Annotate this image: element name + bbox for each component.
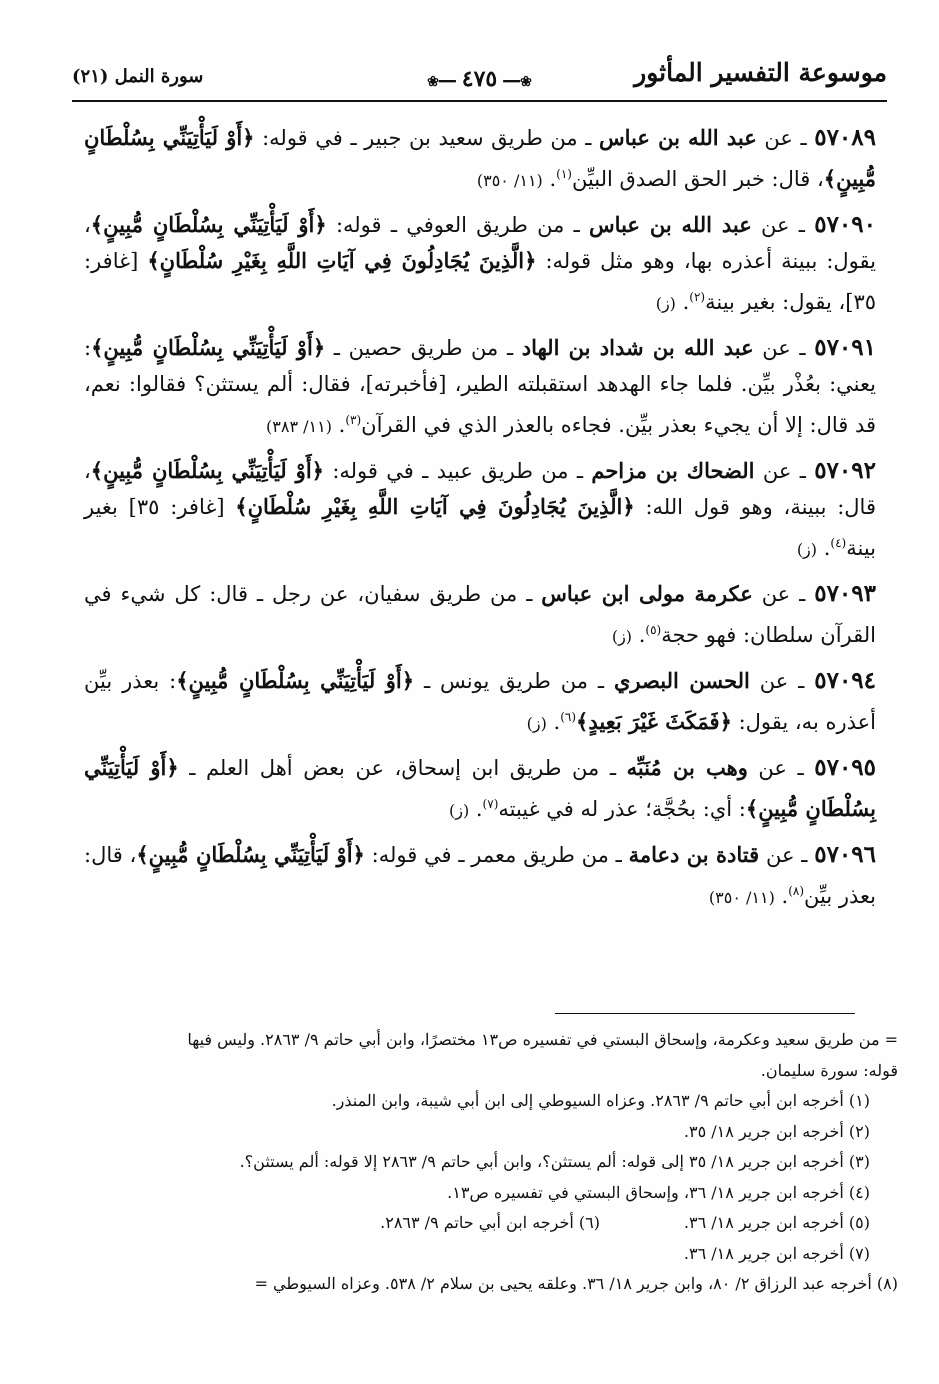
narrator-name: الحسن البصري <box>614 668 750 693</box>
footnotes <box>70 1025 898 1300</box>
ornament-right: ❀━━ <box>503 74 532 90</box>
page-number: ٤٧٥ <box>461 66 498 92</box>
quran-verse: ﴿أَوْ لَيَأْتِيَنِّي بِسُلْطَانٍ مُّبِينٍ﴾ <box>90 458 324 483</box>
athar-number: ٥٧٠٩٦ <box>814 841 876 868</box>
quran-verse: ﴿أَوْ لَيَأْتِيَنِّي بِسُلْطَانٍ مُّبِينٍ﴾ <box>91 335 326 360</box>
athar-text: : بعذر بيِّن أعذره به، يقول: <box>84 669 876 734</box>
athar-number: ٥٧٠٨٩ <box>814 124 876 151</box>
athar-tail: . <box>675 290 690 314</box>
narrator-name: عبد الله بن شداد بن الهاد <box>521 335 754 360</box>
footnote-marker[interactable]: (٧) <box>482 797 499 811</box>
narrator-name: الضحاك بن مزاحم <box>591 458 755 483</box>
footnote-1: (١) أخرجه ابن أبي حاتم ٩/ ٢٨٦٣. وعزاه السيوطي إلى ابن أبي شيبة، وابن المنذر. <box>331 1091 870 1110</box>
isnad-chain: ـ من طريق سفيان، عن رجل ـ قال: <box>200 582 542 606</box>
footnote-5: (٥) أخرجه ابن جرير ١٨/ ٣٦. <box>683 1213 870 1232</box>
athar-entry <box>84 453 876 568</box>
athar-tail: . <box>542 167 557 191</box>
footnote-continued: = من طريق سعيد وعكرمة، وإسحاق البستي في تفسيره ص١٣ مختصرًا، وابن أبي حاتم ٩/ ٢٨٦٣. وليس فيها <box>187 1030 898 1049</box>
cross-reference: (١١/ ٣٥٠) <box>476 171 543 190</box>
isnad-chain: ـ من طريق سعيد بن جبير ـ في قوله: <box>254 126 599 150</box>
surah-title: سورة النمل (٢١) <box>72 66 204 87</box>
athar-number: ٥٧٠٩٥ <box>814 754 877 781</box>
athar-text: : أي: بحُجَّة؛ عذر له في غيبته <box>498 797 746 821</box>
footnote-4: (٤) أخرجه ابن جرير ١٨/ ٣٦، وإسحاق البستي في تفسيره ص١٣. <box>447 1182 870 1202</box>
cross-reference: (ز) <box>611 627 633 646</box>
footnote-marker[interactable]: (٢) <box>689 290 706 304</box>
footnote-marker[interactable]: (٥) <box>645 623 662 637</box>
book-title: موسوعة التفسير المأثور <box>634 58 887 87</box>
quran-verse-secondary: ﴿الَّذِينَ يُجَادِلُونَ فِي آيَاتِ اللَّهِ بِغَيْرِ سُلْطَانٍ﴾ <box>147 248 537 273</box>
quran-verse: ﴿أَوْ لَيَأْتِيَنِّي بِسُلْطَانٍ مُّبِينٍ﴾ <box>84 125 876 191</box>
athar-tail: . <box>774 884 789 908</box>
footnote-marker[interactable]: (٣) <box>345 413 362 427</box>
athar-number: ٥٧٠٩٠ <box>814 211 876 238</box>
athar-prefix: ـ عن <box>756 126 815 150</box>
athar-text-secondary: [غافر: ٣٥]، يقول: بغير بينة <box>84 249 876 314</box>
cross-reference: (ز) <box>526 714 547 733</box>
footnote-continued: قوله: سورة سليمان. <box>760 1060 898 1080</box>
athar-prefix: ـ عن <box>753 336 815 360</box>
athar-tail: . <box>632 623 646 647</box>
cross-reference: (١١/ ٣٥٠) <box>708 888 775 907</box>
footnote-separator <box>555 1013 855 1014</box>
athar-prefix: ـ عن <box>754 459 815 483</box>
isnad-chain: ـ من طريق العوفي ـ قوله: <box>326 213 590 237</box>
quran-verse-secondary: ﴿الَّذِينَ يُجَادِلُونَ فِي آيَاتِ اللَّهِ بِغَيْرِ سُلْطَانٍ﴾ <box>235 494 635 519</box>
athar-prefix: ـ عن <box>752 582 815 606</box>
athar-entry <box>84 207 876 322</box>
footnote-7: (٧) أخرجه ابن جرير ١٨/ ٣٦. <box>683 1243 870 1263</box>
footnote-marker[interactable]: (٦) <box>560 710 577 724</box>
athar-tail: . <box>331 413 346 437</box>
isnad-chain: ـ من طريق حصين ـ <box>325 336 522 360</box>
athar-entry <box>84 576 876 655</box>
athar-prefix: ـ عن <box>749 669 815 693</box>
athar-text-secondary: [غافر: ٣٥] بغير بينة <box>84 495 876 560</box>
athar-prefix: ـ عن <box>747 756 815 780</box>
athar-number: ٥٧٠٩٤ <box>814 667 877 694</box>
athar-entry <box>84 750 876 829</box>
quran-verse: ﴿أَوْ لَيَأْتِيَنِّي بِسُلْطَانٍ مُّبِينٍ﴾ <box>176 668 415 693</box>
quran-verse: ﴿أَوْ لَيَأْتِيَنِّي بِسُلْطَانٍ مُّبِينٍ﴾ <box>136 842 365 867</box>
athar-entry <box>84 837 876 916</box>
footnote-marker[interactable]: (٨) <box>788 884 805 898</box>
cross-reference: (ز) <box>448 801 470 820</box>
athar-tail: . <box>469 797 483 821</box>
cross-reference: (١١/ ٣٨٣) <box>266 417 332 436</box>
athar-text: ، قال: بعذر بيِّن <box>84 843 876 908</box>
athar-entry <box>84 330 876 445</box>
ornament-left: ━━❀ <box>427 74 456 90</box>
cross-reference: (ز) <box>796 540 818 559</box>
narrator-name: قتادة بن دعامة <box>628 842 760 867</box>
athar-entry <box>84 663 876 742</box>
footnote-6: (٦) أخرجه ابن أبي حاتم ٩/ ٢٨٦٣. <box>380 1213 600 1232</box>
narrator-name: وهب بن مُنَبِّه <box>626 755 748 780</box>
footnote-3: (٣) أخرجه ابن جرير ١٨/ ٣٥ إلى قوله: ألم يستثن؟، وابن أبي حاتم ٩/ ٢٨٦٣ إلا قوله: ألم يستثن؟. <box>239 1152 870 1171</box>
narrator-name: عكرمة مولى ابن عباس <box>541 581 753 606</box>
header-rule <box>72 100 887 102</box>
athar-text: ، يقول: ببينة أعذره بها، وهو مثل قوله: <box>84 213 876 273</box>
athar-text: كل شيء في القرآن سلطان: فهو حجة <box>84 582 876 647</box>
athar-entry <box>84 120 876 199</box>
footnote-2: (٢) أخرجه ابن جرير ١٨/ ٣٥. <box>683 1121 870 1141</box>
quran-verse-secondary: ﴿فَمَكَثَ غَيْرَ بَعِيدٍ﴾ <box>576 709 732 734</box>
quran-verse: ﴿أَوْ لَيَأْتِيَنِّي بِسُلْطَانٍ مُّبِينٍ﴾ <box>84 755 876 821</box>
athar-prefix: ـ عن <box>759 843 815 867</box>
athar-text: ، قال: خبر الحق الصدق البيِّن <box>571 167 824 191</box>
isnad-chain: ـ من طريق معمر ـ في قوله: <box>364 843 629 867</box>
footnote-8: (٨) أخرجه عبد الرزاق ٢/ ٨٠، وابن جرير ١٨/ ٣٦. وعلقه يحيى بن سلام ٢/ ٥٣٨. وعزاه السيوطي = <box>254 1274 898 1293</box>
isnad-chain: ـ من طريق يونس ـ <box>414 669 614 693</box>
athar-number: ٥٧٠٩١ <box>814 334 876 361</box>
footnote-marker[interactable]: (٤) <box>830 536 847 550</box>
footnote-pair <box>70 1208 898 1239</box>
narrator-name: عبد الله بن عباس <box>598 125 757 150</box>
athar-number: ٥٧٠٩٢ <box>814 457 876 484</box>
athar-tail: . <box>817 536 831 560</box>
main-text <box>84 120 876 924</box>
cross-reference: (ز) <box>655 294 676 313</box>
athar-number: ٥٧٠٩٣ <box>814 580 876 607</box>
page-header <box>72 52 887 102</box>
footnote-marker[interactable]: (١) <box>556 167 572 181</box>
narrator-name: عبد الله بن عباس <box>589 212 752 237</box>
athar-tail: . <box>546 710 561 734</box>
athar-prefix: ـ عن <box>751 213 815 237</box>
isnad-chain: ـ من طريق عبيد ـ في قوله: <box>323 459 592 483</box>
athar-text: : يعني: بعُذْر بيِّن. فلما جاء الهدهد استقبلته الطير، [فأخبرته]، فقال: ألم يستثن؟ فقالوا: نعم، قد قال: إلا أن يجيء بعذر بيِّن. فجاءه بالعذر الذي في القرآن <box>84 336 876 437</box>
athar-text: ، قال: ببينة، وهو قول الله: <box>84 459 876 519</box>
isnad-chain: ـ من طريق ابن إسحاق، عن بعض أهل العلم ـ <box>178 756 627 780</box>
quran-verse: ﴿أَوْ لَيَأْتِيَنِّي بِسُلْطَانٍ مُّبِينٍ﴾ <box>90 212 327 237</box>
